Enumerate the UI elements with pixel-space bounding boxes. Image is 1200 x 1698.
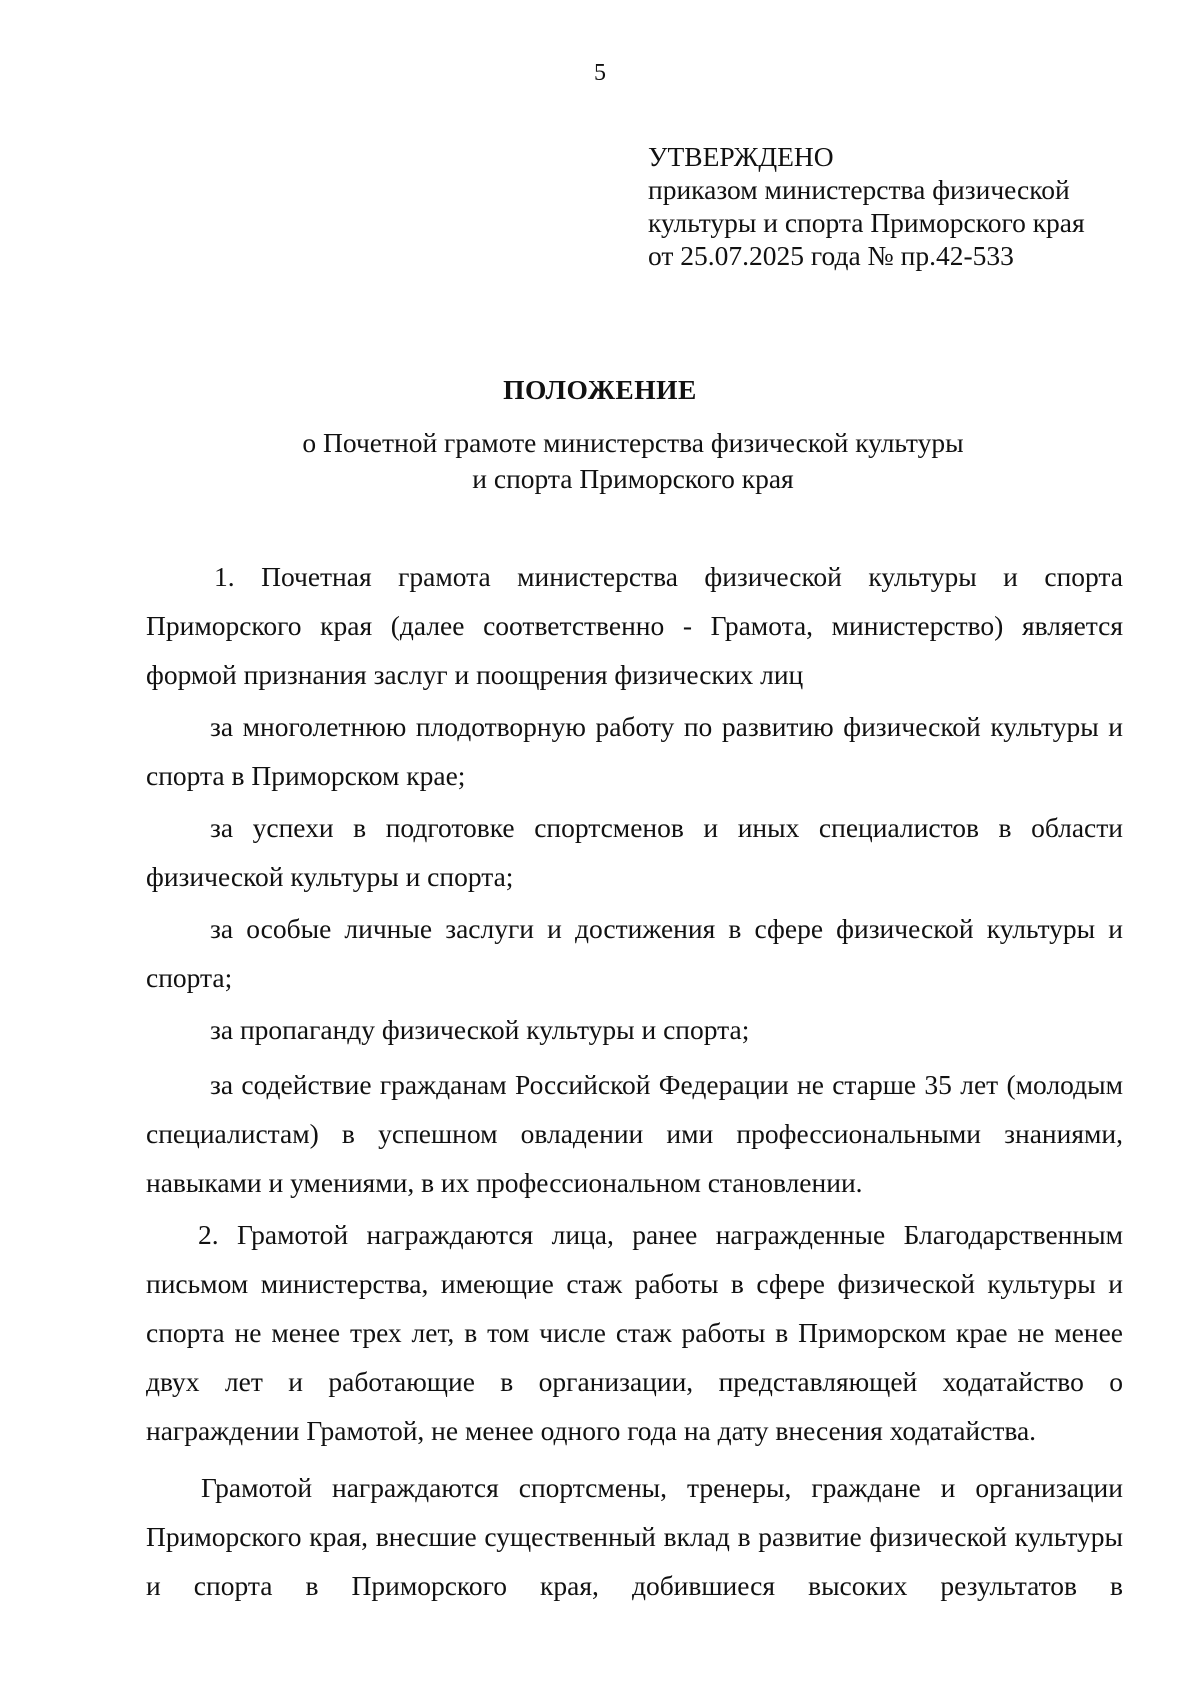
- document-subtitle: [0, 425, 1200, 497]
- paragraph-item: за особые личные заслуги и достижения в сфере физической культуры и спорта;: [146, 913, 1123, 993]
- subtitle-line: и спорта Приморского края: [472, 463, 794, 494]
- paragraph-1: 1. Почетная грамота министерства физической культуры и спорта Приморского края (далее соответственно - Грамота, министерство) является формой признания заслуг и поощрения физических лиц: [146, 561, 1123, 690]
- approval-line: приказом министерства физической: [648, 174, 1070, 205]
- approval-line: от 25.07.2025 года № пр.42-533: [648, 240, 1014, 271]
- paragraph-continued: Грамотой награждаются спортсмены, тренеры, граждане и организации Приморского края, внесшие существенный вклад в развитие физической культуры и спорта в Приморского края, добившиеся высоких результатов в: [146, 1472, 1123, 1601]
- subtitle-line: о Почетной грамоте министерства физической культуры: [302, 427, 964, 458]
- paragraph-item: за содействие гражданам Российской Федерации не старше 35 лет (молодым специалистам) в успешном овладении ими профессиональными знаниями, навыками и умениями, в их профессиональном становлении.: [146, 1069, 1123, 1198]
- approval-line: культуры и спорта Приморского края: [648, 207, 1085, 238]
- document-body: [146, 552, 1123, 1610]
- paragraph-2: 2. Грамотой награждаются лица, ранее награжденные Благодарственным письмом министерства, имеющие стаж работы в сфере физической культуры и спорта не менее трех лет, в том числе стаж работы в Приморском крае не менее двух лет и работающие в организации, представляющей ходатайство о награждении Грамотой, не менее одного года на дату внесения ходатайства.: [146, 1219, 1123, 1446]
- document-title: ПОЛОЖЕНИЕ: [503, 374, 697, 405]
- paragraph-item: за многолетнюю плодотворную работу по развитию физической культуры и спорта в Приморском крае;: [146, 711, 1123, 791]
- page-number: 5: [594, 60, 606, 86]
- approval-block: [648, 140, 1168, 272]
- paragraph-item: за успехи в подготовке спортсменов и иных специалистов в области физической культуры и спорта;: [146, 812, 1123, 892]
- paragraph-item: за пропаганду физической культуры и спорта;: [210, 1014, 750, 1045]
- approval-heading: УТВЕРЖДЕНО: [648, 141, 834, 172]
